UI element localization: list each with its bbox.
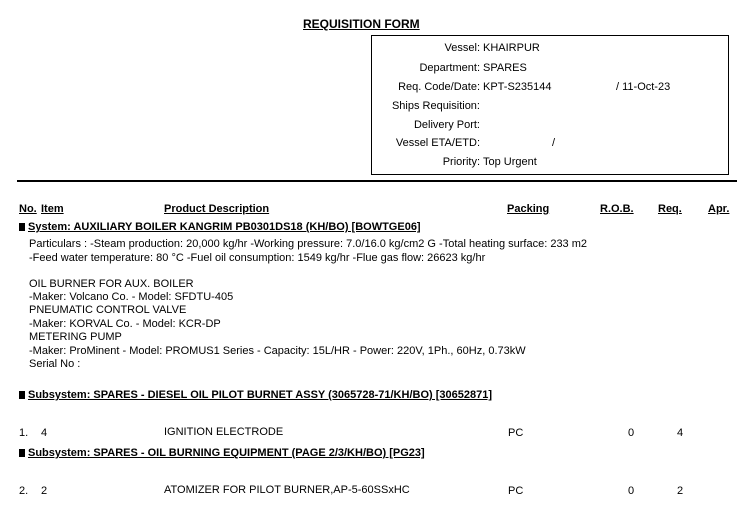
row-req: 2 <box>677 485 684 497</box>
row-description: IGNITION ELECTRODE <box>164 426 284 438</box>
row-description: ATOMIZER FOR PILOT BURNER,AP-5-60SSxHC <box>164 484 410 496</box>
row-number: 2. <box>19 485 29 497</box>
vessel-info-box <box>371 35 729 175</box>
vessel-label: Vessel: <box>444 42 480 54</box>
particulars-line: -Feed water temperature: 80 °C -Fuel oil consumption: 1549 kg/hr -Flue gas flow: 26623 kg/hr <box>29 252 486 264</box>
particulars-line: Particulars : -Steam production: 20,000 kg/hr -Working pressure: 7.0/16.0 kg/cm2 G -Total heating surface: 233 m2 <box>29 238 588 250</box>
header-divider <box>17 180 737 182</box>
page-title: REQUISITION FORM <box>303 17 420 31</box>
detail-line: -Maker: KORVAL Co. - Model: KCR-DP <box>29 318 221 330</box>
delivery-port-label: Delivery Port: <box>413 119 480 131</box>
subsystem-heading: Subsystem: SPARES - OIL BURNING EQUIPMENT (PAGE 2/3/KH/BO) [PG23] <box>28 447 425 459</box>
col-rob-header: R.O.B. <box>600 203 634 215</box>
col-packing-header: Packing <box>507 203 550 215</box>
priority-label: Priority: <box>442 156 480 168</box>
detail-line: -Maker: ProMinent - Model: PROMUS1 Series - Capacity: 15L/HR - Power: 220V, 1Ph., 60Hz, 0.73kW <box>29 345 526 357</box>
row-packing: PC <box>508 427 524 439</box>
detail-line: Serial No : <box>29 358 81 370</box>
detail-line: OIL BURNER FOR AUX. BOILER <box>29 278 194 290</box>
row-item: 2 <box>41 485 48 497</box>
detail-line: PNEUMATIC CONTROL VALVE <box>29 304 187 316</box>
detail-line: -Maker: Volcano Co. - Model: SFDTU-405 <box>29 291 234 303</box>
bullet-square-icon <box>19 449 25 457</box>
eta-separator: / <box>552 137 556 149</box>
system-heading: System: AUXILIARY BOILER KANGRIM PB0301DS18 (KH/BO) [BOWTGE06] <box>28 221 421 233</box>
col-apr-header: Apr. <box>708 203 730 215</box>
detail-line: METERING PUMP <box>29 331 122 343</box>
bullet-square-icon <box>19 391 25 399</box>
req-code-value: KPT-S235144 <box>483 81 552 93</box>
req-date-value: / 11-Oct-23 <box>616 81 671 93</box>
row-rob: 0 <box>628 485 635 497</box>
col-description-header: Product Description <box>164 203 270 215</box>
col-req-header: Req. <box>658 203 682 215</box>
row-rob: 0 <box>628 427 635 439</box>
row-packing: PC <box>508 485 524 497</box>
col-item-header: Item <box>41 203 64 215</box>
ships-requisition-label: Ships Requisition: <box>391 100 480 112</box>
department-value: SPARES <box>483 62 527 74</box>
subsystem-heading: Subsystem: SPARES - DIESEL OIL PILOT BURNET ASSY (3065728-71/KH/BO) [30652871] <box>28 389 492 401</box>
req-code-label: Req. Code/Date: <box>398 81 480 93</box>
row-item: 4 <box>41 427 48 439</box>
vessel-value: KHAIRPUR <box>483 42 540 54</box>
col-no-header: No. <box>19 203 37 215</box>
row-req: 4 <box>677 427 684 439</box>
eta-label: Vessel ETA/ETD: <box>395 137 480 149</box>
priority-value: Top Urgent <box>483 156 537 168</box>
row-number: 1. <box>19 427 29 439</box>
bullet-square-icon <box>19 223 25 231</box>
department-label: Department: <box>419 62 480 74</box>
